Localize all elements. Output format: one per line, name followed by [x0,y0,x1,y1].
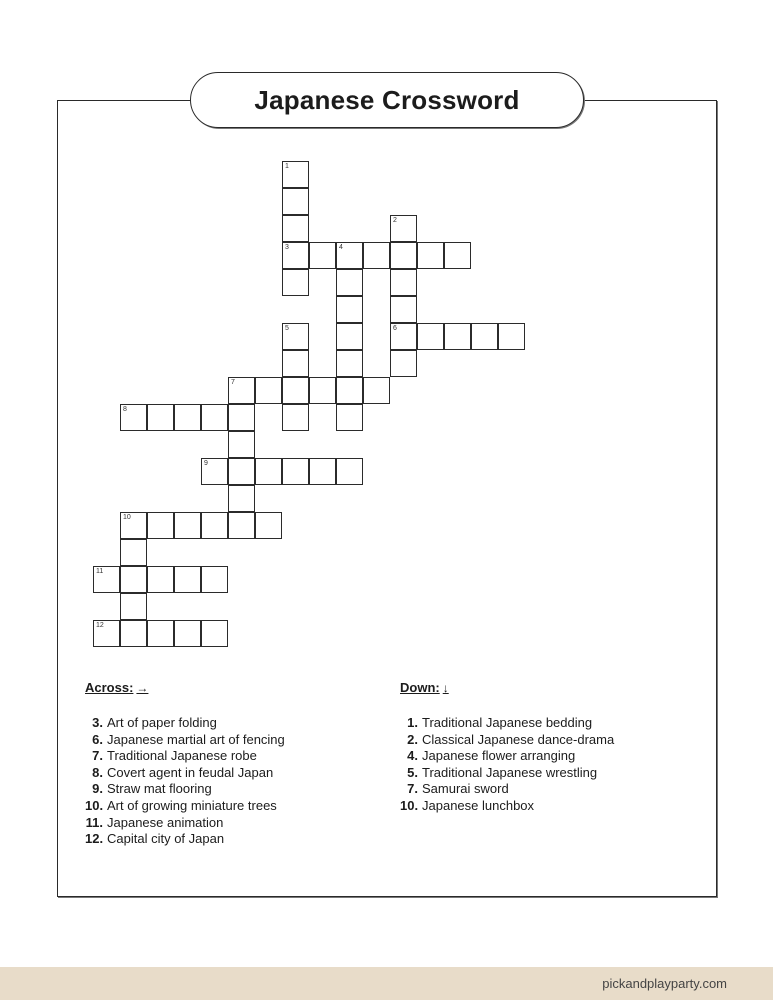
grid-cell[interactable] [147,566,174,593]
cell-number: 12 [96,622,104,629]
grid-cell[interactable] [255,377,282,404]
clue-number: 7. [407,781,418,797]
grid-cell[interactable] [120,404,147,431]
across-clue-list [85,715,285,848]
grid-cell[interactable] [444,242,471,269]
grid-cell[interactable] [201,512,228,539]
grid-cell[interactable] [336,458,363,485]
cell-number: 2 [393,217,397,224]
grid-cell[interactable] [309,242,336,269]
grid-cell[interactable] [174,566,201,593]
clue-item [400,715,614,732]
clue-item [400,732,614,749]
clue-number: 9. [92,781,103,797]
grid-cell[interactable] [201,566,228,593]
grid-cell[interactable] [390,350,417,377]
grid-cell[interactable] [282,350,309,377]
clue-item [85,765,285,782]
grid-cell[interactable] [309,377,336,404]
grid-cell[interactable] [147,404,174,431]
clue-number: 11. [85,814,103,830]
grid-cell[interactable] [417,242,444,269]
grid-cell[interactable] [93,620,120,647]
grid-cell[interactable] [228,404,255,431]
grid-cell[interactable] [336,404,363,431]
right-arrow-icon: → [136,680,149,695]
grid-cell[interactable] [282,323,309,350]
grid-cell[interactable] [201,404,228,431]
grid-cell[interactable] [228,377,255,404]
clue-number: 2. [407,731,418,747]
grid-cell[interactable] [471,323,498,350]
grid-cell[interactable] [147,620,174,647]
grid-cell[interactable] [390,269,417,296]
cell-number: 4 [339,244,343,251]
cell-number: 10 [123,514,131,521]
clue-item [85,815,285,832]
grid-cell[interactable] [390,215,417,242]
clue-text: Capital city of Japan [107,831,225,847]
clue-text: Classical Japanese dance-drama [422,731,615,747]
grid-cell[interactable] [282,215,309,242]
grid-cell[interactable] [93,566,120,593]
down-clues [400,680,614,815]
grid-cell[interactable] [147,512,174,539]
cell-number: 9 [204,460,208,467]
grid-cell[interactable] [282,242,309,269]
grid-cell[interactable] [255,458,282,485]
grid-cell[interactable] [201,458,228,485]
clue-number: 6. [92,731,103,747]
cell-number: 5 [285,325,289,332]
clue-number: 5. [407,764,418,780]
grid-cell[interactable] [228,512,255,539]
grid-cell[interactable] [336,242,363,269]
grid-cell[interactable] [228,485,255,512]
clue-text: Traditional Japanese bedding [422,715,593,730]
cell-number: 7 [231,379,235,386]
clue-text: Straw mat flooring [107,781,212,797]
grid-cell[interactable] [282,377,309,404]
clue-number: 8. [92,764,103,780]
grid-cell[interactable] [174,404,201,431]
footer-bar [0,967,773,1000]
grid-cell[interactable] [498,323,525,350]
clue-number: 7. [92,748,103,764]
clue-number: 12. [85,831,104,847]
clue-text: Covert agent in feudal Japan [107,764,274,780]
clue-text: Art of growing miniature trees [107,797,277,813]
cell-number: 11 [96,568,104,575]
across-heading-label: Across: [85,680,134,695]
clue-text: Japanese animation [107,814,224,830]
clue-number: 10. [400,797,419,813]
clue-item [85,748,285,765]
grid-cell[interactable] [120,512,147,539]
clue-number: 3. [92,715,103,730]
grid-cell[interactable] [120,566,147,593]
grid-cell[interactable] [417,323,444,350]
grid-cell[interactable] [282,188,309,215]
grid-cell[interactable] [282,161,309,188]
grid-cell[interactable] [228,458,255,485]
clue-text: Art of paper folding [107,715,217,730]
clue-text: Japanese flower arranging [422,748,576,764]
grid-cell[interactable] [336,269,363,296]
grid-cell[interactable] [309,458,336,485]
down-clue-list [400,715,614,815]
clue-number: 10. [85,797,104,813]
grid-cell[interactable] [120,593,147,620]
grid-cell[interactable] [282,404,309,431]
grid-cell[interactable] [120,620,147,647]
clue-number: 4. [407,748,418,764]
grid-cell[interactable] [201,620,228,647]
clue-number: 1. [407,715,418,730]
cell-number: 8 [123,406,127,413]
grid-cell[interactable] [336,296,363,323]
down-heading-label: Down: [400,680,440,695]
grid-cell[interactable] [390,242,417,269]
footer-site: pickandplayparty.com [602,976,727,991]
cell-number: 3 [285,244,289,251]
grid-cell[interactable] [174,512,201,539]
down-heading [400,680,614,695]
grid-cell[interactable] [444,323,471,350]
down-arrow-icon: ↓ [442,680,449,695]
grid-cell[interactable] [390,323,417,350]
clue-item [85,798,285,815]
clue-item [85,831,285,848]
grid-cell[interactable] [174,620,201,647]
clue-item [400,798,614,815]
clue-item [85,732,285,749]
grid-cell[interactable] [282,269,309,296]
page-title: Japanese Crossword [254,84,520,115]
clue-text: Samurai sword [422,781,509,797]
cell-number: 1 [285,163,289,170]
across-clues [85,680,285,848]
clue-item [400,781,614,798]
grid-cell[interactable] [336,350,363,377]
grid-cell[interactable] [363,242,390,269]
grid-cell[interactable] [336,377,363,404]
grid-cell[interactable] [363,377,390,404]
clue-item [85,781,285,798]
grid-cell[interactable] [336,323,363,350]
grid-cell[interactable] [255,512,282,539]
across-heading [85,680,285,695]
clue-text: Japanese martial art of fencing [107,731,285,747]
clue-item [400,765,614,782]
grid-cell[interactable] [120,539,147,566]
clue-text: Japanese lunchbox [422,797,535,813]
clue-text: Traditional Japanese wrestling [422,764,598,780]
clue-text: Traditional Japanese robe [107,748,257,764]
clue-item [85,715,285,732]
grid-cell[interactable] [228,431,255,458]
grid-cell[interactable] [282,458,309,485]
clue-item [400,748,614,765]
cell-number: 6 [393,325,397,332]
grid-cell[interactable] [390,296,417,323]
